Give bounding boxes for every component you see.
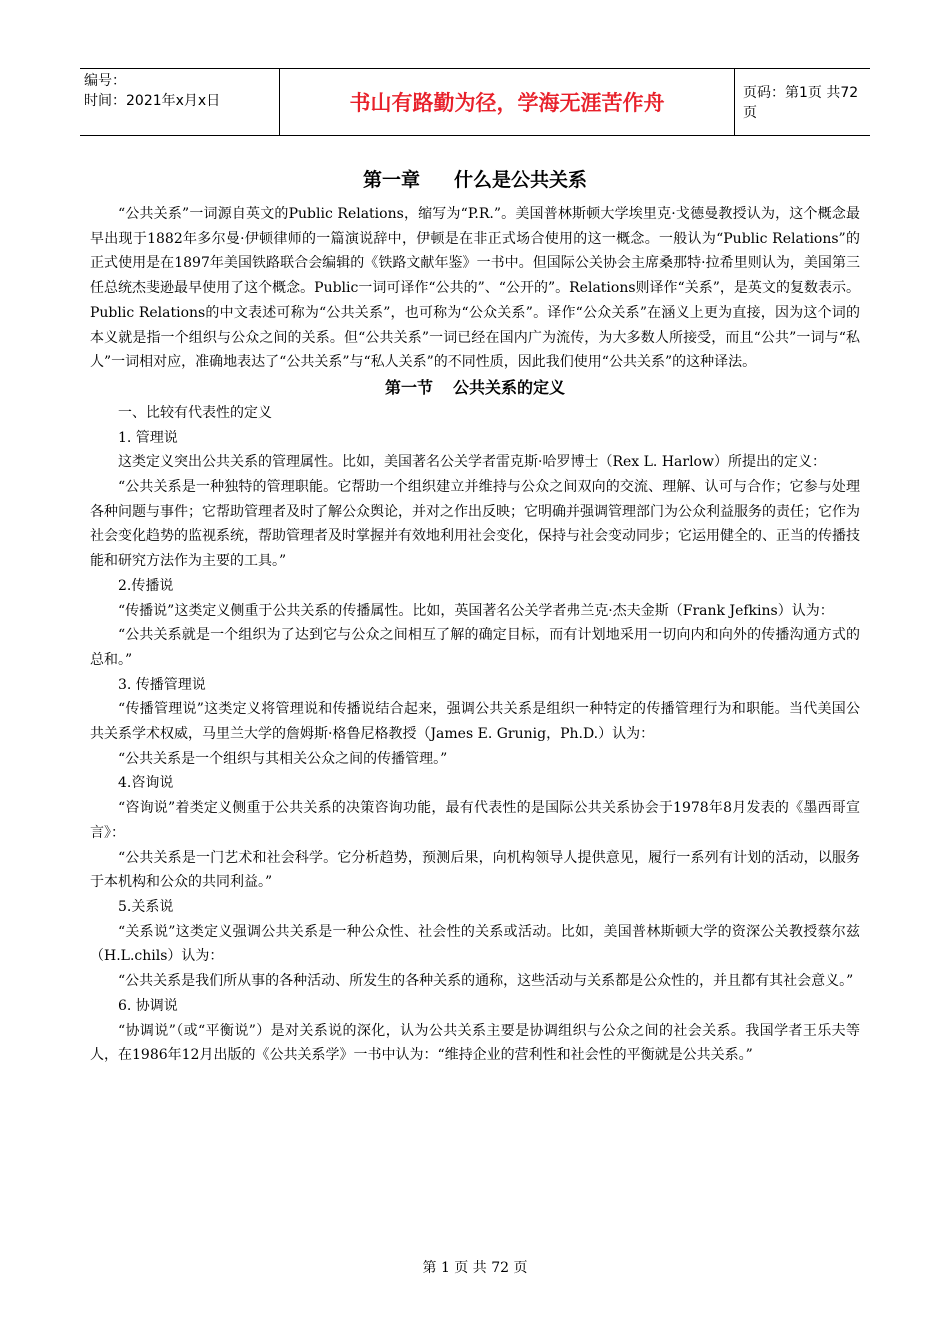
document-number-label: 编号： <box>84 73 126 89</box>
definition-heading: 1. 管理说 <box>118 429 178 446</box>
definition-block-4 <box>90 771 860 895</box>
definition-paragraph: “关系说”这类定义强调公共关系是一种公众性、社会性的关系或活动。比如，美国普林斯顿大学的资深公关教授蔡尔兹（H.L.chils）认为： <box>90 923 860 965</box>
header-table <box>80 68 870 136</box>
definition-block-3 <box>90 673 860 772</box>
definition-block-6 <box>90 994 860 1068</box>
definition-block-2 <box>90 574 860 673</box>
definition-block-5 <box>90 895 860 994</box>
definition-quote: “公共关系是一门艺术和社会科学。它分析趋势，预测后果，向机构领导人提供意见，履行一系列有计划的活动，以服务于本机构和公众的共同利益。” <box>90 849 860 891</box>
definition-paragraph: “传播管理说”这类定义将管理说和传播说结合起来，强调公共关系是组织一种特定的传播管理行为和职能。当代美国公共关系学术权威，马里兰大学的詹姆斯·格鲁尼格教授（James E. Grunig，Ph.D.）认为： <box>90 701 860 743</box>
definition-heading: 3. 传播管理说 <box>118 676 206 693</box>
definition-quote: “公共关系就是一个组织为了达到它与公众之间相互了解的确定目标，而有计划地采用一切向内和向外的传播沟通方式的总和。” <box>90 627 860 668</box>
definition-quote: “公共关系是一种独特的管理职能。它帮助一个组织建立并维持与公众之间双向的交流、理解、认可与合作；它参与处理各种问题与事件；它帮助管理者及时了解公众舆论，并对之作出反映；它明确并强调管理部门为公众利益服务的责任；它作为社会变化趋势的监视系统，帮助管理者及时掌握并有效地利用社会变化，保持与社会变动同步；它运用健全的、正当的传播技能和研究方法作为主要的工具。” <box>90 479 860 570</box>
definition-quote: “公共关系是我们所从事的各种活动、所发生的各种关系的通称，这些活动与关系都是公众性的，并且都有其社会意义。” <box>118 973 854 990</box>
chapter-number: 第一章 <box>362 169 420 191</box>
definition-heading: 4.咨询说 <box>118 775 174 792</box>
definition-heading: 5.关系说 <box>118 898 174 915</box>
definition-block-1 <box>90 426 860 574</box>
document-date-label: 时间：2021年x月x日 <box>84 93 221 109</box>
definition-paragraph: 这类定义突出公共关系的管理属性。比如，美国著名公关学者雷克斯·哈罗博士（Rex L. Harlow）所提出的定义： <box>118 454 826 471</box>
chapter-name: 什么是公共关系 <box>454 169 588 191</box>
subheading: 一、比较有代表性的定义 <box>118 404 272 421</box>
header-left-cell <box>80 69 280 135</box>
definition-heading: 2.传播说 <box>118 577 174 594</box>
section-name: 公共关系的定义 <box>453 377 566 397</box>
definition-paragraph: “协调说”（或“平衡说”）是对关系说的深化，认为公共关系主要是协调组织与公众之间的社会关系。我国学者王乐夫等人，在1986年12月出版的《公共关系学》一书中认为：“维持企业的营利性和社会性的平衡就是公共关系。” <box>90 1022 860 1064</box>
page-footer: 第 1 页 共 72 页 <box>422 1260 528 1276</box>
document-body <box>90 166 860 1068</box>
definition-heading: 6. 协调说 <box>118 997 178 1014</box>
definition-paragraph: “咨询说”着类定义侧重于公共关系的决策咨询功能，最有代表性的是国际公共关系协会于1978年8月发表的《墨西哥宣言》： <box>90 800 860 841</box>
chapter-title <box>90 166 860 194</box>
section-number: 第一节 <box>384 377 433 397</box>
definition-paragraph: “传播说”这类定义侧重于公共关系的传播属性。比如，英国著名公关学者弗兰克·杰夫金斯（Frank Jefkins）认为： <box>118 602 834 619</box>
intro-paragraph: “公共关系”一词源自英文的Public Relations，缩写为“P.R.”。美国普林斯顿大学埃里克·戈德曼教授认为，这个概念最早出现于1882年多尔曼·伊顿律师的一篇演说辞中，伊顿是在非正式场合使用的这一概念。一般认为“Public Relations”的正式使用是在1897年美国铁路联合会编辑的《铁路文献年鉴》一书中。但国际公关协会主席桑那特·拉希里则认为，美国第三任总统杰斐逊最早使用了这个概念。Public一词可译作“公共的”、“公开的”。Relations则译作“关系”，是英文的复数表示。Public Relations的中文表述可称为“公共关系”，也可称为“公众关系”。译作“公众关系”在涵义上更为直接，因为这个词的本义就是指一个组织与公众之间的关系。但“公共关系”一词已经在国内广为流传，为大多数人所接受，而且“公共”一词与“私人”一词相对应，准确地表达了“公共关系”与“私人关系”的不同性质，因此我们使用“公共关系”的这种译法。 <box>90 206 860 371</box>
header-page-info: 页码：第1页 共72页 <box>743 85 859 121</box>
header-motto: 书山有路勤为径，学海无涯苦作舟 <box>280 69 735 135</box>
definition-quote: “公共关系是一个组织与其相关公众之间的传播管理。” <box>118 750 448 767</box>
section-title <box>90 375 860 401</box>
